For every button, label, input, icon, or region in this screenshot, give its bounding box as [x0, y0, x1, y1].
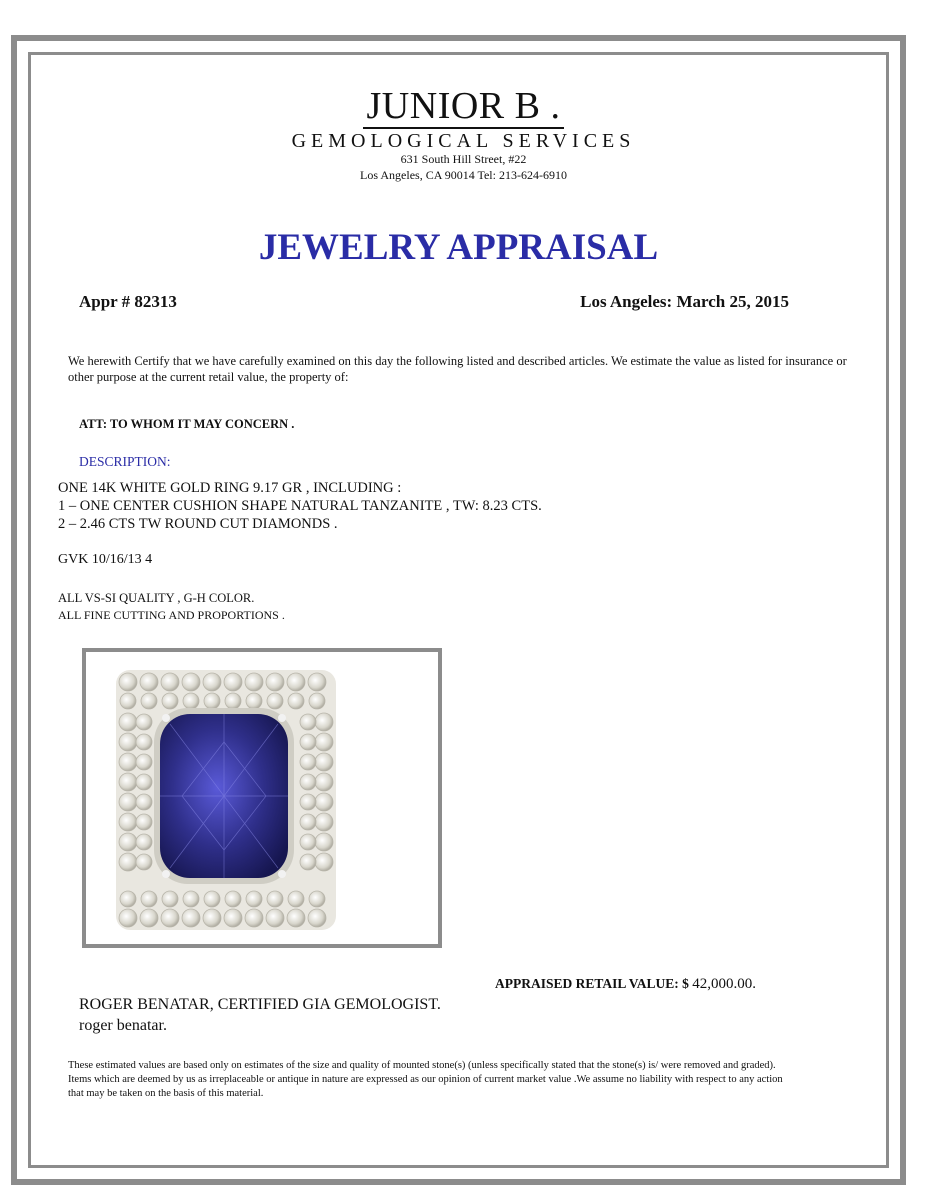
company-name: JUNIOR B .: [363, 85, 565, 129]
appraised-value-label: APPRAISED RETAIL VALUE: $: [495, 976, 689, 991]
company-logo: [0, 84, 927, 128]
signature: roger benatar.: [79, 1017, 167, 1034]
location-date: Los Angeles: March 25, 2015: [580, 292, 789, 311]
appraised-value: 42,000.00.: [692, 976, 757, 992]
description-line: ONE 14K WHITE GOLD RING 9.17 GR , INCLUDING :: [58, 480, 402, 496]
attention-line: ATT: TO WHOM IT MAY CONCERN .: [79, 417, 295, 431]
ring-photo: [82, 648, 442, 948]
appraised-value-row: [495, 976, 756, 993]
description-heading: DESCRIPTION:: [79, 454, 171, 469]
description-line: 2 – 2.46 CTS TW ROUND CUT DIAMONDS .: [58, 516, 338, 532]
appraisal-number: Appr # 82313: [79, 292, 177, 311]
address-line-2: Los Angeles, CA 90014 Tel: 213-624-6910: [360, 168, 567, 182]
cutting-line: ALL FINE CUTTING AND PROPORTIONS .: [58, 608, 285, 622]
address-line-1: 631 South Hill Street, #22: [400, 152, 527, 166]
reference-code: GVK 10/16/13 4: [58, 552, 153, 567]
certification-text: We herewith Certify that we have carefully examined on this day the following listed and described articles. We estimate the value as listed for insurance or other purpose at the current retail value, the property of:: [68, 354, 847, 384]
quality-line: ALL VS-SI QUALITY , G-H COLOR.: [58, 591, 255, 605]
description-line: 1 – ONE CENTER CUSHION SHAPE NATURAL TANZANITE , TW: 8.23 CTS.: [58, 498, 542, 514]
document-title: JEWELRY APPRAISAL: [258, 227, 659, 268]
disclaimer: These estimated values are based only on estimates of the size and quality of mounted stone(s) (unless specifically stated that the stone(s) is/ were removed and graded). Items which are deemed by us as irreplaceable or antique in nature are expressed as our opinion of current market value .We assume no liability with respect to any action that may be taken on the basis of this material.: [68, 1060, 783, 1099]
gemologist-name: ROGER BENATAR, CERTIFIED GIA GEMOLOGIST.: [79, 996, 441, 1013]
tanzanite-ring-icon: [86, 652, 438, 944]
company-subtitle: GEMOLOGICAL SERVICES: [291, 130, 636, 152]
